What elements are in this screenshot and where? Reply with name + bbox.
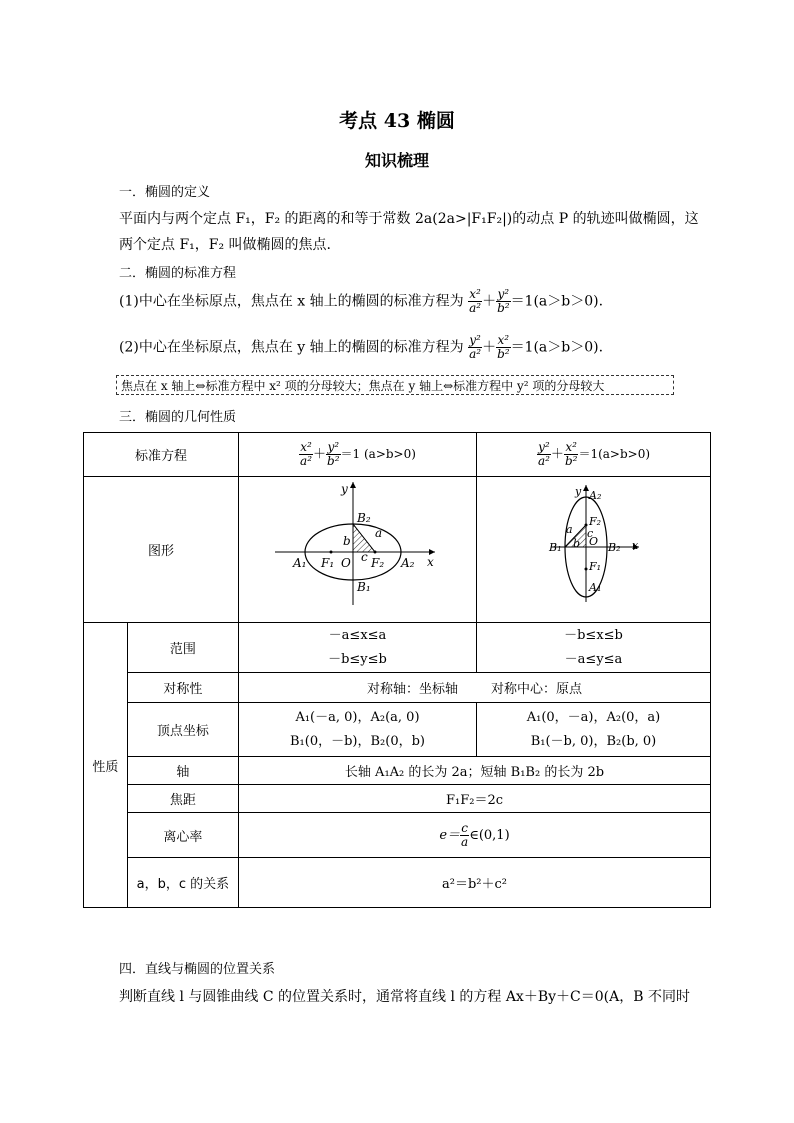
plus-sign: ＋ — [313, 447, 327, 462]
frac-num: x² — [469, 287, 481, 301]
cell-line: －b≤x≤b — [564, 627, 623, 643]
table-row — [84, 703, 711, 757]
frac-y2-a2 — [537, 441, 551, 468]
abc-cell: a²＝b²＋c² — [239, 858, 711, 908]
frac-den: b² — [497, 301, 510, 315]
frac-c-a — [460, 822, 469, 849]
label-F2: F₂ — [371, 556, 385, 570]
sec4-line1: 判断直线 l 与圆锥曲线 C 的位置关系时，通常将直线 l 的方程 Ax＋By＋C＝0(A，B 不同时 — [119, 989, 690, 1005]
table-row — [84, 858, 711, 908]
frac-num: y² — [327, 440, 340, 454]
frac-num: y² — [469, 333, 481, 347]
frac-den: a² — [300, 454, 313, 468]
frac-den: b² — [564, 454, 578, 468]
label-F1: F₁ — [589, 560, 602, 573]
frac-den: a² — [469, 301, 482, 315]
cell-line: B₁(0，－b)，B₂(0，b) — [289, 733, 425, 749]
std-eq1-suffix: ＝1 (a>b>0) — [340, 447, 416, 461]
label-x: x — [632, 539, 639, 552]
std-eq-cell-1 — [239, 433, 477, 477]
frac-num: y² — [497, 287, 510, 301]
eq2-prefix: (2)中心在坐标原点，焦点在 y 轴上的椭圆的标准方程为 — [119, 339, 464, 356]
eq1-prefix: (1)中心在坐标原点，焦点在 x 轴上的椭圆的标准方程为 — [119, 293, 464, 310]
graph-cell-1 — [239, 477, 477, 623]
frac-den: b² — [327, 454, 340, 468]
graph-cell-2 — [476, 477, 710, 623]
std-eq-cell-2 — [476, 433, 710, 477]
frac-y2-a2 — [468, 334, 482, 361]
cell-line: －b≤y≤b — [328, 651, 387, 667]
frac-y2-b2 — [326, 441, 341, 468]
std-eq-label: 标准方程 — [84, 433, 239, 477]
label-F1: F₁ — [321, 556, 335, 570]
label-B2: B₂ — [357, 511, 372, 525]
prop-label: 性质 — [84, 623, 128, 908]
focus-point — [330, 551, 333, 554]
eq1-suffix: ＝1(a＞b＞0). — [510, 293, 604, 310]
sec4-heading: 四．直线与椭圆的位置关系 — [119, 962, 276, 977]
row-label: 轴 — [127, 757, 238, 785]
label-O: O — [341, 556, 352, 570]
row-label: 顶点坐标 — [127, 703, 238, 757]
ecc-suffix: ∈(0,1) — [469, 827, 510, 843]
vertex-cell-2 — [476, 703, 710, 757]
section-subtitle: 知识梳理 — [364, 151, 429, 170]
ecc-prefix: e＝ — [439, 827, 461, 843]
label-x: x — [427, 555, 435, 569]
row-label: 焦距 — [127, 785, 238, 813]
sec2-eq2 — [119, 334, 603, 361]
table-row — [84, 785, 711, 813]
horizontal-ellipse-graph — [239, 477, 475, 618]
std-eq2-suffix: ＝1(a>b>0) — [578, 447, 651, 461]
frac-y2-b2 — [496, 288, 511, 315]
frac-x2-b2 — [496, 334, 511, 361]
label-F2: F₂ — [589, 515, 602, 528]
frac-den: b² — [497, 347, 510, 361]
label-B2: B₂ — [608, 541, 621, 554]
row-label: 范围 — [127, 623, 238, 673]
table-row — [84, 623, 711, 673]
label-A2: A₂ — [589, 489, 602, 502]
range-cell-1 — [239, 623, 477, 673]
plus-sign: ＋ — [482, 293, 497, 310]
label-y: y — [575, 485, 582, 498]
ellipse-properties-table — [83, 432, 711, 908]
label-A1: A₁ — [589, 581, 602, 594]
label-A2: A₂ — [401, 556, 415, 570]
cell-line: B₁(－b, 0)，B₂(b, 0) — [530, 733, 657, 749]
frac-x2-a2 — [299, 441, 313, 468]
label-a: a — [375, 526, 383, 540]
label-A1: A₁ — [293, 556, 307, 570]
eq2-suffix: ＝1(a＞b＞0). — [510, 339, 604, 356]
axis-cell: 长轴 A₁A₂ 的长为 2a；短轴 B₁B₂ 的长为 2b — [239, 757, 711, 785]
frac-x2-a2 — [468, 288, 482, 315]
sec1-line1: 平面内与两个定点 F₁，F₂ 的距离的和等于常数 2a(2a>|F₁F₂|)的动点 P 的轨迹叫做椭圆，这 — [119, 211, 699, 227]
frac-num: x² — [497, 333, 510, 347]
symmetry-cell: 对称轴：坐标轴 对称中心：原点 — [239, 673, 711, 703]
eccentricity-cell — [239, 813, 711, 858]
frac-num: x² — [300, 440, 312, 454]
sec1-heading: 一．椭圆的定义 — [119, 185, 211, 200]
frac-den: a — [461, 834, 469, 849]
cell-line: A₁(0，－a)，A₂(0，a) — [526, 709, 661, 725]
cell-line: －a≤x≤a — [328, 627, 387, 643]
table-row — [84, 813, 711, 858]
label-O: O — [589, 535, 599, 548]
label-B1: B₁ — [357, 580, 372, 594]
table-row — [84, 757, 711, 785]
label-b: b — [573, 537, 581, 550]
vertex-cell-1 — [239, 703, 477, 757]
sec1-line2: 两个定点 F₁，F₂ 叫做椭圆的焦点. — [119, 237, 332, 253]
row-label: 离心率 — [127, 813, 238, 858]
sec2-eq1 — [119, 288, 603, 315]
plus-sign: ＋ — [482, 339, 497, 356]
graph-label: 图形 — [84, 477, 239, 623]
range-cell-2 — [476, 623, 710, 673]
sec3-heading: 三．椭圆的几何性质 — [119, 410, 237, 425]
frac-den: a² — [469, 347, 482, 361]
y-arrow-icon — [350, 482, 356, 488]
focus-point — [585, 568, 588, 571]
frac-x2-b2 — [564, 441, 579, 468]
frac-den: a² — [537, 454, 550, 468]
table-row — [84, 673, 711, 703]
row-label: a，b，c 的关系 — [127, 858, 238, 908]
focus-point — [374, 551, 377, 554]
tip-box: 焦点在 x 轴上⇔标准方程中 x² 项的分母较大；焦点在 y 轴上⇔标准方程中 y² 项的分母较大 — [116, 375, 674, 395]
sec2-heading: 二．椭圆的标准方程 — [119, 266, 237, 281]
frac-num: c — [461, 820, 468, 835]
cell-line: －a≤y≤a — [564, 651, 623, 667]
label-c: c — [361, 550, 369, 564]
frac-num: y² — [538, 440, 550, 454]
label-a: a — [566, 523, 574, 536]
label-b: b — [343, 534, 352, 548]
frac-num: x² — [565, 440, 577, 454]
plus-sign: ＋ — [550, 447, 564, 462]
table-row — [84, 477, 711, 623]
table-row — [84, 433, 711, 477]
focal-cell: F₁F₂＝2c — [239, 785, 711, 813]
vertical-ellipse-graph — [477, 477, 709, 618]
label-B1: B₁ — [549, 541, 562, 554]
cell-line: A₁(－a, 0)，A₂(a, 0) — [295, 709, 420, 725]
page-title: 考点 43 椭圆 — [339, 110, 455, 132]
label-c: c — [587, 527, 594, 540]
row-label: 对称性 — [127, 673, 238, 703]
label-y: y — [341, 482, 349, 496]
